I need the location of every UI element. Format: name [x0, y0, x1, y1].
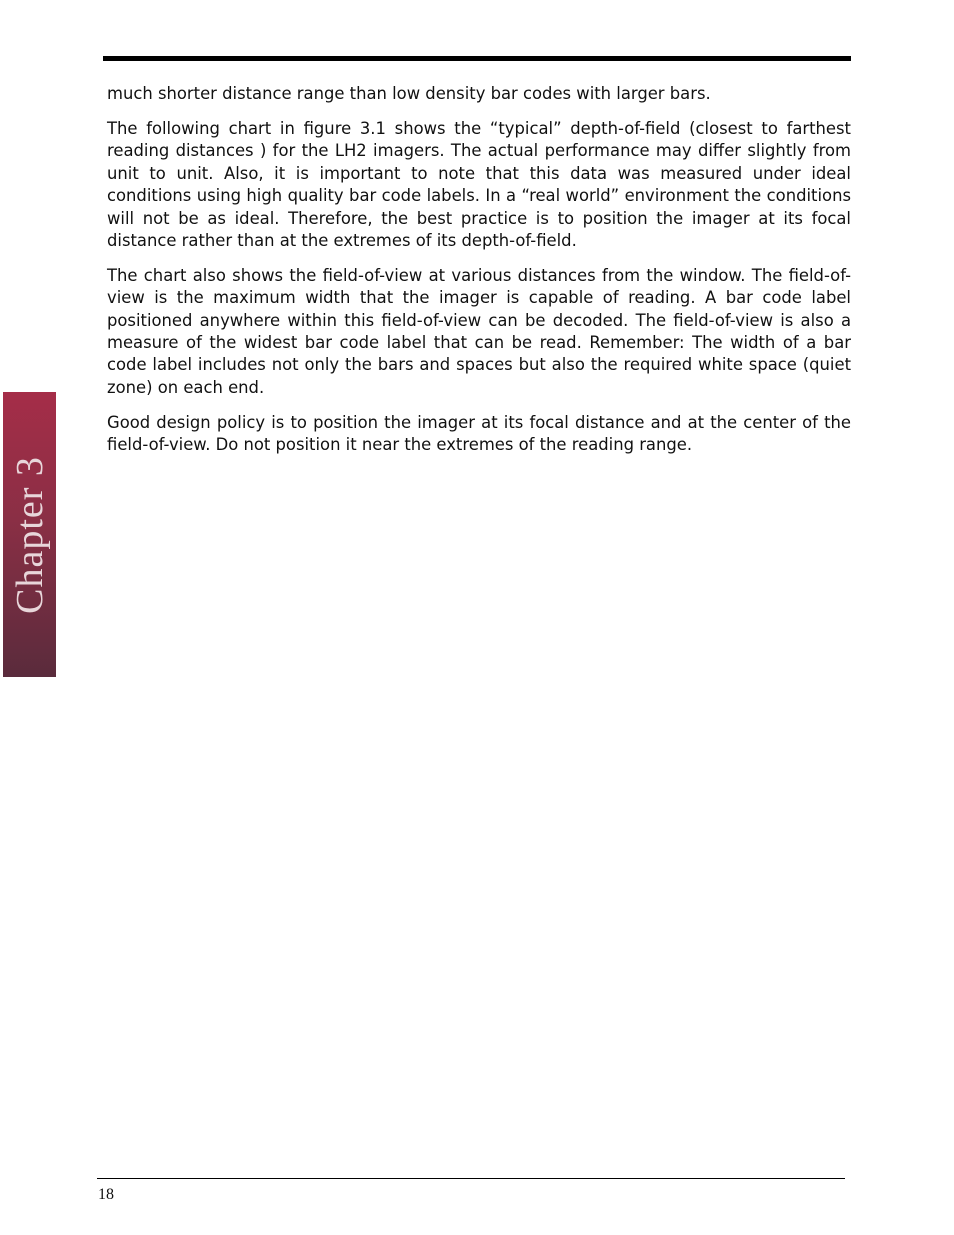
chapter-tab — [3, 392, 56, 677]
paragraph-continuation: much shorter distance range than low density bar codes with larger bars. — [107, 84, 711, 103]
header-rule — [103, 56, 851, 61]
body-text — [107, 83, 851, 469]
paragraph-field-of-view: The chart also shows the field-of-view at various distances from the window. The field-of-view is the maximum width that the imager is capable of reading. A bar code label positioned anywhere within this field-of-view can be decoded. The field-of-view is also a measure of the widest bar code label that can be read. Remember: The width of a bar code label includes not only the bars and spaces but also the required white space (quiet zone) on each end. — [107, 265, 851, 397]
footer-rule — [97, 1178, 845, 1179]
paragraph-depth-of-field: The following chart in figure 3.1 shows the “typical” depth-of-field (closest to farthest reading distances ) for the LH2 imagers. The actual performance may differ slightly from unit to unit. Also, it is important to note that this data was measured under ideal conditions using high quality bar code labels. In a “real world” environment the conditions will not be as ideal. Therefore, the best practice is to position the imager at its focal distance rather than at the extremes of its depth-of-field. — [107, 118, 851, 250]
paragraph-design-policy: Good design policy is to position the imager at its focal distance and at the center of the field-of-view. Do not position it near the extremes of the reading range. — [107, 412, 851, 455]
chapter-tab-label: Chapter 3 — [8, 455, 51, 614]
page-number: 18 — [98, 1186, 114, 1203]
